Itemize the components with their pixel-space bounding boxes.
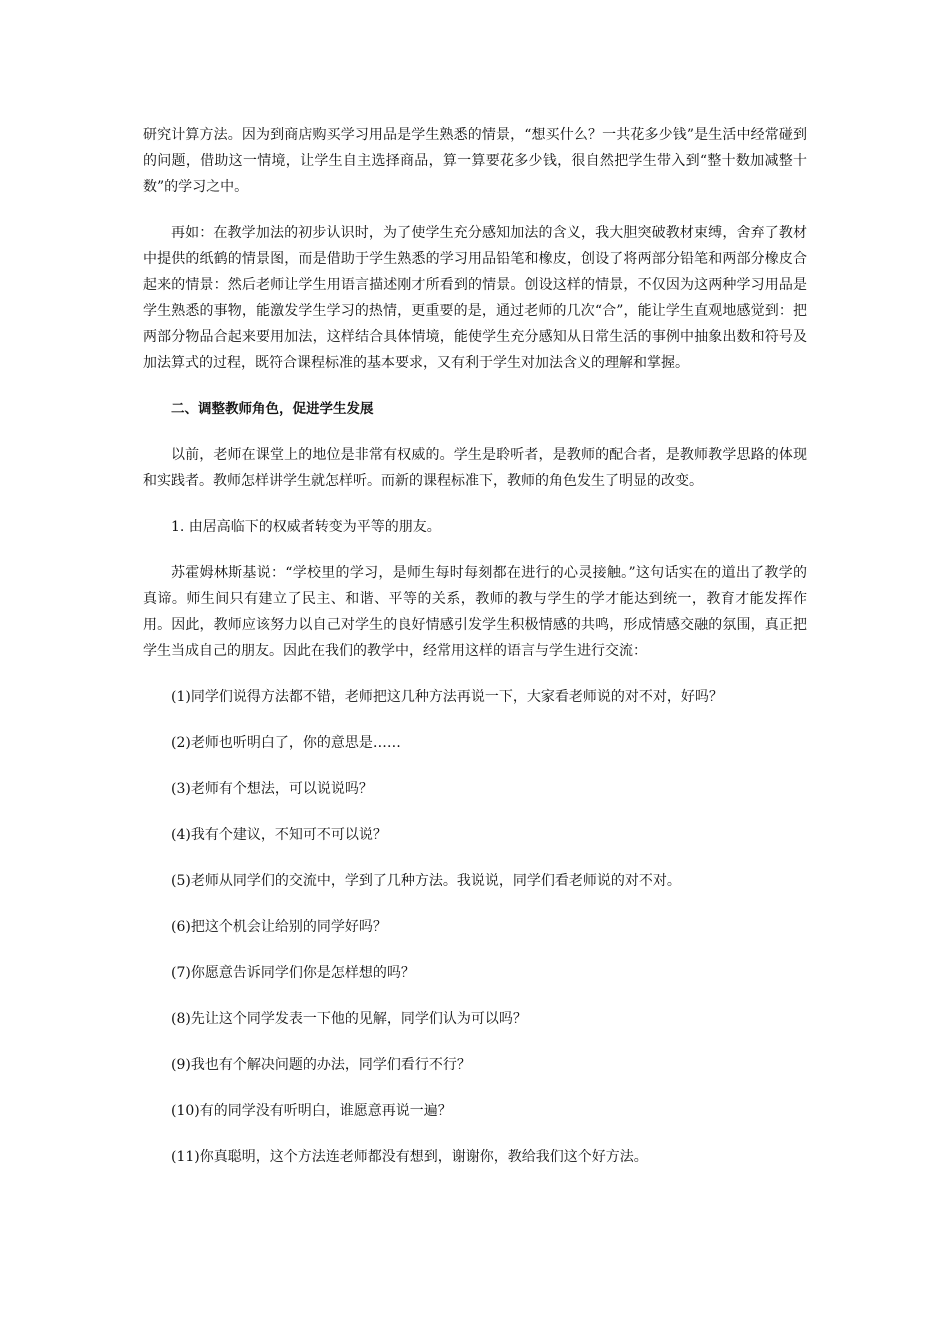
list-item: (6)把这个机会让给别的同学好吗？ bbox=[171, 919, 387, 935]
list-item: (3)老师有个想法，可以说说吗？ bbox=[171, 781, 373, 797]
paragraph-continuation: 研究计算方法。因为到商店购买学习用品是学生熟悉的情景，“想买什么？一共花多少钱”是生活中经常碰到的问题，借助这一情境，让学生自主选择商品，算一算要花多少钱，很自然把学生带入到“整十数加减整十数”的学习之中。 bbox=[143, 127, 807, 195]
list-item: (8)先让这个同学发表一下他的见解，同学们认为可以吗？ bbox=[171, 1011, 527, 1027]
list-item: (5)老师从同学们的交流中，学到了几种方法。我说说，同学们看老师说的对不对。 bbox=[171, 873, 681, 889]
paragraph-example: 再如：在教学加法的初步认识时，为了使学生充分感知加法的含义，我大胆突破教材束缚，舍弃了教材中提供的纸鹤的情景图，而是借助于学生熟悉的学习用品铅笔和橡皮，创设了将两部分铅笔和两部分橡皮合起来的情景：然后老师让学生用语言描述刚才所看到的情景。创设这样的情景，不仅因为这两种学习用品是学生熟悉的事物，能激发学生学习的热情，更重要的是，通过老师的几次“合”，能让学生直观地感觉到：把两部分物品合起来要用加法，这样结合具体情境，能使学生充分感知从日常生活的事例中抽象出数和符号及加法算式的过程，既符合课程标准的基本要求，又有利于学生对加法含义的理解和掌握。 bbox=[143, 225, 807, 371]
list-item: (7)你愿意告诉同学们你是怎样想的吗？ bbox=[171, 965, 415, 981]
section-intro-paragraph: 以前，老师在课堂上的地位是非常有权威的。学生是聆听者，是教师的配合者，是教师教学思路的体现和实践者。教师怎样讲学生就怎样听。而新的课程标准下，教师的角色发生了明显的改变。 bbox=[143, 447, 807, 489]
list-item: (4)我有个建议，不知可不可以说？ bbox=[171, 827, 387, 843]
quote-paragraph: 苏霍姆林斯基说：“学校里的学习，是师生每时每刻都在进行的心灵接触。”这句话实在的道出了教学的真谛。师生间只有建立了民主、和谐、平等的关系，教师的教与学生的学才能达到统一，教育才能发挥作用。因此，教师应该努力以自己对学生的良好情感引发学生积极情感的共鸣，形成情感交融的氛围，真正把学生当成自己的朋友。因此在我们的教学中，经常用这样的语言与学生进行交流： bbox=[143, 565, 807, 659]
subheading-point-1: 1. 由居高临下的权威者转变为平等的朋友。 bbox=[171, 519, 441, 535]
list-item: (2)老师也听明白了，你的意思是…… bbox=[171, 735, 401, 751]
section-heading: 二、调整教师角色，促进学生发展 bbox=[171, 401, 374, 417]
list-item: (10)有的同学没有听明白，谁愿意再说一遍？ bbox=[171, 1103, 452, 1119]
list-item: (1)同学们说得方法都不错，老师把这几种方法再说一下，大家看老师说的对不对，好吗？ bbox=[171, 689, 723, 705]
list-item: (9)我也有个解决问题的办法，同学们看行不行？ bbox=[171, 1057, 471, 1073]
document-body bbox=[143, 122, 807, 1190]
list-item: (11)你真聪明，这个方法连老师都没有想到，谢谢你，教给我们这个好方法。 bbox=[171, 1149, 648, 1165]
